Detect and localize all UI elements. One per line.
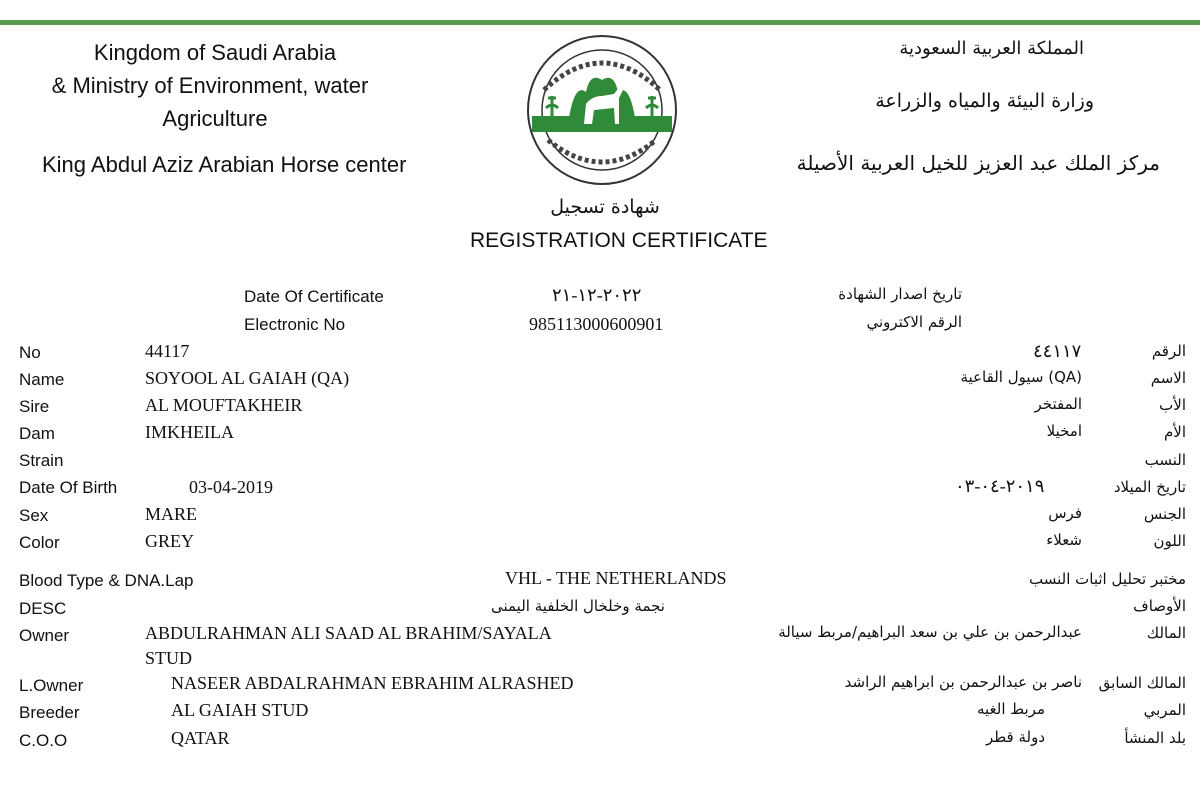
sire-value-ar: المفتخر	[1034, 395, 1082, 413]
dam-label: Dam	[19, 424, 55, 443]
breeder-label: Breeder	[19, 703, 80, 722]
header-en-line3: Agriculture	[162, 106, 268, 131]
header-en-line4: King Abdul Aziz Arabian Horse center	[42, 152, 407, 177]
blood-type-value: VHL - THE NETHERLANDS	[505, 568, 727, 588]
name-label-ar: الاسم	[1150, 369, 1186, 387]
sex-value-ar: فرس	[1048, 504, 1082, 522]
dob-value-ar: ٢٠١٩-٠٤-٠٣	[955, 476, 1045, 496]
no-label: No	[19, 343, 41, 362]
sire-label-ar: الأب	[1159, 396, 1186, 414]
no-value: 44117	[145, 341, 190, 361]
dam-label-ar: الأم	[1163, 423, 1186, 441]
title-en: REGISTRATION CERTIFICATE	[470, 229, 768, 252]
date-of-certificate-label-ar: تاريخ اصدار الشهادة	[838, 285, 962, 303]
title-ar: شهادة تسجيل	[550, 196, 660, 218]
header-en-line1: Kingdom of Saudi Arabia	[93, 40, 337, 65]
breeder-label-ar: المربي	[1143, 701, 1186, 719]
owner-label: Owner	[19, 626, 70, 645]
no-label-ar: الرقم	[1151, 342, 1186, 360]
desc-label-ar: الأوصاف	[1133, 597, 1186, 615]
desc-value-ar: نجمة وخلخال الخلفية اليمنى	[490, 597, 665, 615]
header-en-line2: & Ministry of Environment, water	[51, 73, 369, 98]
header-ar-line1: المملكة العربية السعودية	[899, 38, 1084, 59]
lowner-label-ar: المالك السابق	[1098, 674, 1186, 692]
strain-label: Strain	[19, 451, 64, 470]
dam-value-ar: امخيلا	[1046, 422, 1082, 440]
owner-value-ar: عبدالرحمن بن علي بن سعد البراهيم/مربط سيالة	[778, 623, 1082, 641]
kaahc-emblem-logo	[522, 32, 682, 192]
coo-label: C.O.O	[19, 731, 68, 750]
name-value-ar: (QA) سيول القاعية	[960, 368, 1082, 386]
color-label: Color	[19, 533, 60, 552]
date-of-certificate-value: ٢٠٢٢-١٢-٢١	[552, 285, 642, 305]
date-of-certificate-label: Date Of Certificate	[244, 287, 384, 306]
electronic-no-value: 985113000600901	[529, 314, 664, 334]
strain-label-ar: النسب	[1144, 451, 1186, 469]
dam-value: IMKHEILA	[145, 422, 234, 442]
lowner-value-ar: ناصر بن عبدالرحمن بن ابراهيم الراشد	[844, 673, 1082, 691]
color-label-ar: اللون	[1153, 532, 1186, 550]
sex-label-ar: الجنس	[1143, 505, 1186, 523]
owner-value-line1: ABDULRAHMAN ALI SAAD AL BRAHIM/SAYALA	[145, 623, 552, 643]
lowner-label: L.Owner	[19, 676, 84, 695]
coo-value-ar: دولة قطر	[985, 728, 1045, 746]
blood-type-label: Blood Type & DNA.Lap	[19, 571, 194, 590]
electronic-no-label-ar: الرقم الاكتروني	[866, 313, 962, 331]
desc-label: DESC	[19, 599, 67, 618]
electronic-no-label: Electronic No	[244, 315, 346, 334]
name-label: Name	[19, 370, 65, 389]
color-value-ar: شعلاء	[1046, 531, 1082, 549]
blood-type-label-ar: مختبر تحليل اثبات النسب	[1029, 570, 1186, 588]
dob-label: Date Of Birth	[19, 478, 118, 497]
dob-value: 03-04-2019	[189, 477, 273, 497]
owner-value-line2: STUD	[145, 648, 193, 668]
breeder-value: AL GAIAH STUD	[171, 700, 309, 720]
dob-label-ar: تاريخ الميلاد	[1113, 478, 1186, 496]
color-value: GREY	[145, 531, 194, 551]
no-value-ar: ٤٤١١٧	[1033, 341, 1082, 361]
top-divider-line	[0, 20, 1200, 25]
sex-label: Sex	[19, 506, 49, 525]
header-ar-line2: وزارة البيئة والمياه والزراعة	[875, 90, 1094, 112]
name-value: SOYOOL AL GAIAH (QA)	[145, 368, 350, 388]
sire-value: AL MOUFTAKHEIR	[145, 395, 303, 415]
breeder-value-ar: مربط الغيه	[976, 700, 1045, 718]
coo-value: QATAR	[171, 728, 230, 748]
header-ar-line3: مركز الملك عبد العزيز للخيل العربية الأصيلة	[796, 151, 1160, 175]
owner-label-ar: المالك	[1146, 624, 1186, 642]
sire-label: Sire	[19, 397, 50, 416]
lowner-value: NASEER ABDALRAHMAN EBRAHIM ALRASHED	[171, 673, 574, 693]
coo-label-ar: بلد المنشأ	[1124, 729, 1186, 747]
sex-value: MARE	[145, 504, 198, 524]
